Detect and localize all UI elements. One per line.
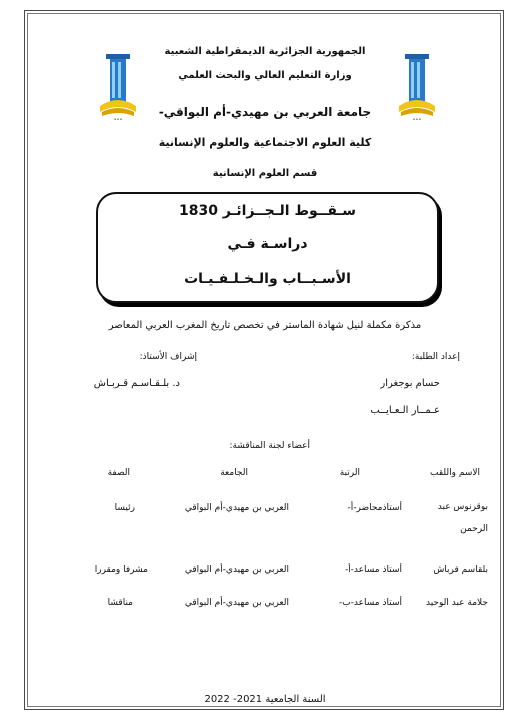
republic-name: الجمهورية الجزائرية الديمقراطية الشعبية [164, 46, 366, 57]
department-name: قسم العلوم الإنسانية [212, 168, 318, 179]
header-name: الاسم واللقب [430, 468, 480, 478]
header-university: الجامعة [220, 468, 248, 478]
header-role: الصفة [107, 468, 130, 478]
row2-university: العربي بن مهيدي-أم البواقي [184, 565, 289, 575]
student-name-2: عـمــار الـعـايــب [370, 405, 440, 416]
student-name-1: حسام بوجغرار [380, 378, 440, 389]
row3-role: مناقشا [107, 598, 133, 608]
ministry-name: وزارة التعليم العالي والبحث العلمي [178, 70, 352, 81]
faculty-name: كلية العلوم الاجتماعية والعلوم الإنسانية [158, 136, 372, 149]
row3-university: العربي بن مهيدي-أم البواقي [184, 598, 289, 608]
thesis-title-box [96, 192, 439, 303]
thesis-title-line2: دراسـة فـي [227, 236, 308, 252]
row2-name: بلقاسم قرباش [433, 565, 488, 575]
supervisor-label: إشراف الأستاذ: [139, 352, 197, 362]
row2-role: مشرفا ومقررا [94, 565, 148, 575]
svg-text:•••: ••• [412, 117, 422, 122]
row1-name: بوقرنوس عبد الرحمن [437, 502, 488, 534]
svg-text:•••: ••• [113, 117, 123, 122]
row3-name: جلامة عبد الوحيد [425, 598, 488, 608]
supervisor-name: د. بلـقـاسـم قـربـاش [93, 378, 180, 389]
memo-description: مذكرة مكملة لنيل شهادة الماستر في تخصص تاريخ المغرب العربي المعاصر [108, 320, 422, 331]
row2-rank: أستاذ مساعد-أ- [344, 565, 402, 575]
row3-rank: أستاذ مساعد-ب- [338, 598, 402, 608]
thesis-title-line1: سـقــوط الـجــزائـر 1830 [179, 203, 356, 219]
university-name: جامعة العربي بن مهيدي-أم البواقي- [158, 105, 372, 119]
row1-university: العربي بن مهيدي-أم البواقي [184, 503, 289, 513]
header-rank: الرتبة [339, 468, 360, 478]
academic-year: السنة الجامعية 2021- 2022 [204, 694, 326, 705]
row1-role: رئيسا [114, 503, 135, 513]
committee-title: أعضاء لجنة المناقشة: [229, 441, 310, 451]
students-label: إعداد الطلبة: [411, 352, 460, 362]
thesis-title-line3: الأسـبــاب والـخـلـفـيـات [184, 271, 351, 287]
row1-rank: أستاذمحاضر-أ- [347, 503, 402, 513]
